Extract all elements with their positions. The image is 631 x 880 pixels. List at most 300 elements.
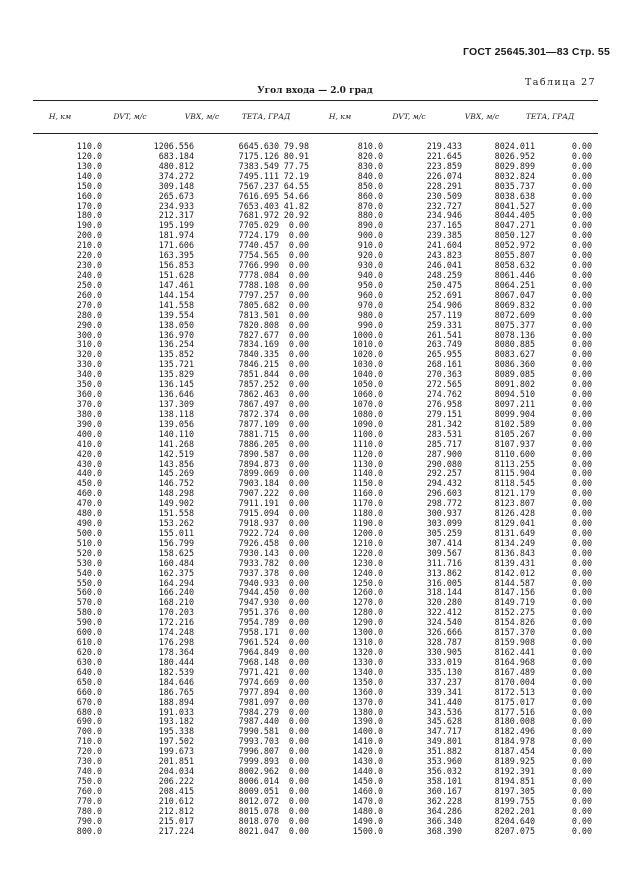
cell-vbx-right: 8080.885 [494,339,535,350]
cell-vbx-left: 7567.237 [238,180,279,191]
cell-teta-right: 0.00 [571,508,592,519]
cell-vbx-right: 8134.249 [494,537,535,548]
cell-vbx-right: 8061.446 [494,269,535,280]
cell-h-right: 1330.0 [352,656,383,667]
cell-teta-right: 0.00 [571,200,592,211]
cell-vbx-right: 8041.527 [494,200,535,211]
cell-dvt-left: 174.248 [158,627,194,638]
cell-teta-right: 0.00 [571,349,592,360]
cell-h-left: 350.0 [76,379,102,390]
cell-dvt-right: 339.341 [426,686,462,697]
header-bottom-rule [33,133,598,134]
cell-teta-right: 0.00 [571,141,592,151]
col-header-h-left: H, км [48,112,72,121]
cell-h-left: 590.0 [76,617,102,628]
cell-h-left: 700.0 [76,726,102,737]
cell-h-left: 320.0 [76,349,102,360]
cell-dvt-left: 171.606 [158,240,194,251]
cell-dvt-right: 246.041 [426,260,462,271]
cell-h-right: 1400.0 [352,726,383,737]
cell-dvt-right: 257.119 [426,309,462,320]
cell-vbx-left: 7911.191 [238,498,279,509]
cell-dvt-right: 226.074 [426,170,462,181]
cell-teta-left: 0.00 [288,279,309,290]
cell-h-right: 1430.0 [352,756,383,767]
cell-vbx-right: 8136.843 [494,547,535,558]
cell-teta-left: 0.00 [288,766,309,777]
cell-h-right: 1180.0 [352,508,383,519]
cell-vbx-left: 7951.376 [238,607,279,618]
cell-dvt-right: 270.363 [426,369,462,380]
col-header-teta-right: ТЕТА, ГРАД [525,112,575,121]
cell-dvt-left: 176.298 [158,637,194,648]
cell-dvt-left: 135.721 [158,359,194,370]
cell-h-right: 1470.0 [352,795,383,806]
cell-h-right: 1050.0 [352,379,383,390]
cell-vbx-right: 8052.972 [494,240,535,251]
cell-h-left: 360.0 [76,389,102,400]
cell-teta-left: 0.00 [288,398,309,409]
cell-vbx-left: 7990.581 [238,726,279,737]
cell-dvt-left: 142.519 [158,448,194,459]
cell-teta-right: 0.00 [571,656,592,667]
cell-dvt-right: 230.509 [426,190,462,201]
cell-dvt-right: 353.960 [426,756,462,767]
cell-dvt-right: 328.787 [426,637,462,648]
cell-dvt-right: 252.691 [426,289,462,300]
cell-vbx-right: 8038.638 [494,190,535,201]
cell-teta-left: 0.00 [288,369,309,380]
cell-dvt-right: 279.151 [426,408,462,419]
cell-h-right: 1080.0 [352,408,383,419]
cell-vbx-left: 7616.695 [238,190,279,201]
cell-dvt-left: 178.364 [158,647,194,658]
cell-vbx-left: 7899.069 [238,468,279,479]
cell-vbx-left: 7890.587 [238,448,279,459]
cell-vbx-left: 7862.463 [238,389,279,400]
cell-h-right: 1000.0 [352,329,383,340]
cell-dvt-left: 309.148 [158,180,194,191]
cell-vbx-left: 7805.682 [238,299,279,310]
cell-vbx-right: 8126.428 [494,508,535,519]
cell-vbx-left: 7947.930 [238,597,279,608]
cell-vbx-right: 8029.899 [494,160,535,171]
cell-teta-left: 0.00 [288,656,309,667]
cell-dvt-right: 263.749 [426,339,462,350]
cell-teta-left: 79.98 [283,141,309,151]
cell-teta-right: 0.00 [571,716,592,727]
cell-vbx-left: 7797.257 [238,289,279,300]
cell-vbx-right: 8069.832 [494,299,535,310]
cell-h-right: 1200.0 [352,527,383,538]
cell-vbx-left: 8018.070 [238,815,279,826]
cell-teta-right: 0.00 [571,547,592,558]
cell-dvt-left: 191.033 [158,706,194,717]
cell-h-right: 1480.0 [352,805,383,816]
cell-teta-left: 0.00 [288,518,309,529]
cell-h-left: 720.0 [76,746,102,757]
cell-teta-left: 54.66 [283,190,309,201]
cell-dvt-right: 333.019 [426,656,462,667]
cell-teta-left: 0.00 [288,736,309,747]
cell-dvt-left: 135.829 [158,369,194,380]
cell-dvt-right: 330.905 [426,647,462,658]
cell-vbx-right: 8102.589 [494,418,535,429]
cell-teta-left: 0.00 [288,240,309,251]
cell-h-right: 1290.0 [352,617,383,628]
cell-vbx-left: 7964.849 [238,647,279,658]
cell-h-right: 880.0 [357,210,383,221]
cell-h-right: 1110.0 [352,438,383,449]
running-head: ГОСТ 25645.301—83 Стр. 55 [462,46,610,58]
cell-teta-right: 0.00 [571,428,592,439]
cell-vbx-left: 7926.458 [238,537,279,548]
cell-teta-right: 0.00 [571,240,592,251]
cell-vbx-left: 7740.457 [238,240,279,251]
cell-dvt-left: 170.203 [158,607,194,618]
cell-dvt-left: 141.268 [158,438,194,449]
cell-teta-left: 0.00 [288,527,309,538]
cell-h-left: 260.0 [76,289,102,300]
cell-teta-right: 0.00 [571,379,592,390]
cell-teta-right: 0.00 [571,339,592,350]
cell-dvt-left: 1206.556 [153,141,194,151]
cell-dvt-right: 259.331 [426,319,462,330]
cell-teta-left: 0.00 [288,468,309,479]
cell-h-left: 190.0 [76,220,102,231]
cell-vbx-right: 8113.255 [494,458,535,469]
cell-dvt-left: 151.628 [158,269,194,280]
cell-teta-right: 0.00 [571,408,592,419]
cell-dvt-left: 201.851 [158,756,194,767]
cell-vbx-right: 8094.510 [494,389,535,400]
cell-teta-left: 0.00 [288,359,309,370]
cell-dvt-left: 234.933 [158,200,194,211]
cell-h-right: 890.0 [357,220,383,231]
cell-teta-left: 0.00 [288,220,309,231]
cell-vbx-left: 8021.047 [238,825,279,836]
cell-dvt-right: 223.859 [426,160,462,171]
cell-h-right: 840.0 [357,170,383,181]
cell-dvt-left: 162.375 [158,567,194,578]
cell-dvt-right: 294.432 [426,478,462,489]
cell-dvt-right: 250.475 [426,279,462,290]
cell-vbx-right: 8075.377 [494,319,535,330]
col-header-vbx-right: VBX, м/с [464,112,500,121]
cell-dvt-left: 146.752 [158,478,194,489]
cell-dvt-left: 166.240 [158,587,194,598]
cell-h-left: 110.0 [76,141,102,151]
cell-teta-left: 64.55 [283,180,309,191]
cell-h-right: 900.0 [357,230,383,241]
cell-h-left: 300.0 [76,329,102,340]
table-body [33,142,598,837]
cell-teta-right: 0.00 [571,527,592,538]
cell-vbx-left: 7971.421 [238,666,279,677]
cell-vbx-left: 7705.029 [238,220,279,231]
cell-vbx-right: 8192.391 [494,766,535,777]
cell-vbx-right: 8107.937 [494,438,535,449]
cell-dvt-right: 364.286 [426,805,462,816]
cell-vbx-right: 8154.826 [494,617,535,628]
cell-vbx-left: 7886.205 [238,438,279,449]
cell-h-right: 970.0 [357,299,383,310]
cell-teta-right: 0.00 [571,309,592,320]
cell-dvt-right: 241.604 [426,240,462,251]
cell-vbx-right: 8026.952 [494,150,535,161]
cell-dvt-right: 254.906 [426,299,462,310]
cell-dvt-left: 160.484 [158,557,194,568]
cell-dvt-left: 163.395 [158,250,194,261]
cell-teta-left: 0.00 [288,666,309,677]
cell-vbx-left: 7877.109 [238,418,279,429]
cell-h-right: 1420.0 [352,746,383,757]
cell-h-left: 370.0 [76,398,102,409]
cell-vbx-left: 7958.171 [238,627,279,638]
cell-vbx-right: 8164.968 [494,656,535,667]
cell-vbx-right: 8177.516 [494,706,535,717]
cell-vbx-right: 8047.271 [494,220,535,231]
cell-vbx-right: 8202.201 [494,805,535,816]
cell-vbx-left: 8015.078 [238,805,279,816]
cell-vbx-left: 8012.072 [238,795,279,806]
cell-teta-left: 0.00 [288,815,309,826]
cell-dvt-left: 147.461 [158,279,194,290]
cell-vbx-right: 8044.405 [494,210,535,221]
cell-h-right: 1060.0 [352,389,383,400]
cell-vbx-left: 7981.097 [238,696,279,707]
col-header-teta-left: ТЕТА, ГРАД [241,112,291,121]
cell-teta-right: 0.00 [571,160,592,171]
cell-vbx-right: 8144.587 [494,577,535,588]
cell-vbx-right: 8159.908 [494,637,535,648]
cell-dvt-left: 136.254 [158,339,194,350]
cell-vbx-left: 7872.374 [238,408,279,419]
cell-h-left: 520.0 [76,547,102,558]
cell-h-right: 1500.0 [352,825,383,836]
cell-h-left: 500.0 [76,527,102,538]
cell-h-right: 1310.0 [352,637,383,648]
cell-teta-left: 0.00 [288,597,309,608]
cell-teta-left: 0.00 [288,438,309,449]
cell-h-left: 180.0 [76,210,102,221]
cell-h-left: 530.0 [76,557,102,568]
cell-vbx-right: 8089.085 [494,369,535,380]
cell-dvt-right: 335.130 [426,666,462,677]
cell-dvt-right: 243.823 [426,250,462,261]
cell-h-right: 1410.0 [352,736,383,747]
cell-teta-left: 77.75 [283,160,309,171]
cell-dvt-left: 215.017 [158,815,194,826]
cell-vbx-left: 7933.782 [238,557,279,568]
cell-teta-left: 0.00 [288,726,309,737]
cell-teta-left: 0.00 [288,607,309,618]
cell-dvt-right: 290.080 [426,458,462,469]
cell-dvt-left: 158.625 [158,547,194,558]
cell-vbx-left: 7827.677 [238,329,279,340]
cell-vbx-right: 8118.545 [494,478,535,489]
cell-vbx-left: 7968.148 [238,656,279,667]
cell-vbx-right: 8055.807 [494,250,535,261]
cell-teta-right: 0.00 [571,587,592,598]
cell-teta-right: 0.00 [571,537,592,548]
cell-vbx-right: 8121.179 [494,488,535,499]
cell-dvt-left: 180.444 [158,656,194,667]
cell-teta-left: 0.00 [288,418,309,429]
cell-teta-right: 0.00 [571,776,592,786]
cell-vbx-left: 7653.403 [238,200,279,211]
cell-h-left: 690.0 [76,716,102,727]
cell-dvt-right: 358.101 [426,776,462,786]
cell-dvt-left: 155.011 [158,527,194,538]
cell-dvt-right: 287.900 [426,448,462,459]
cell-vbx-left: 7930.143 [238,547,279,558]
cell-teta-right: 0.00 [571,369,592,380]
cell-vbx-left: 7881.715 [238,428,279,439]
cell-h-right: 1300.0 [352,627,383,638]
cell-teta-right: 0.00 [571,319,592,330]
cell-vbx-left: 7996.807 [238,746,279,757]
cell-teta-left: 0.00 [288,776,309,786]
table-label: Таблица 27 [525,77,596,88]
cell-h-right: 1140.0 [352,468,383,479]
cell-dvt-right: 232.727 [426,200,462,211]
cell-h-left: 250.0 [76,279,102,290]
col-header-h-right: H, км [328,112,352,121]
cell-h-left: 480.0 [76,508,102,519]
cell-vbx-right: 8099.904 [494,408,535,419]
cell-teta-right: 0.00 [571,805,592,816]
cell-dvt-left: 141.558 [158,299,194,310]
cell-h-right: 990.0 [357,319,383,330]
cell-teta-right: 0.00 [571,617,592,628]
cell-vbx-left: 7974.669 [238,676,279,687]
cell-teta-left: 0.00 [288,676,309,687]
cell-dvt-right: 368.390 [426,825,462,836]
cell-vbx-left: 7175.126 [238,150,279,161]
cell-dvt-right: 349.801 [426,736,462,747]
cell-h-right: 1350.0 [352,676,383,687]
cell-h-left: 170.0 [76,200,102,211]
cell-dvt-right: 292.257 [426,468,462,479]
cell-h-left: 160.0 [76,190,102,201]
cell-dvt-left: 138.118 [158,408,194,419]
cell-dvt-left: 136.145 [158,379,194,390]
cell-vbx-left: 7894.873 [238,458,279,469]
cell-teta-left: 0.00 [288,508,309,519]
cell-teta-left: 0.00 [288,250,309,261]
cell-h-right: 930.0 [357,260,383,271]
cell-dvt-left: 184.646 [158,676,194,687]
cell-dvt-left: 168.210 [158,597,194,608]
cell-h-right: 1030.0 [352,359,383,370]
cell-teta-left: 0.00 [288,349,309,360]
cell-h-left: 770.0 [76,795,102,806]
cell-vbx-right: 8184.978 [494,736,535,747]
cell-h-right: 910.0 [357,240,383,251]
cell-dvt-left: 210.612 [158,795,194,806]
cell-vbx-left: 7940.933 [238,577,279,588]
cell-h-left: 290.0 [76,319,102,330]
cell-vbx-left: 7681.972 [238,210,279,221]
cell-h-right: 920.0 [357,250,383,261]
cell-teta-right: 0.00 [571,250,592,261]
cell-teta-left: 0.00 [288,627,309,638]
cell-dvt-left: 265.673 [158,190,194,201]
cell-h-left: 270.0 [76,299,102,310]
cell-h-right: 850.0 [357,180,383,191]
cell-teta-right: 0.00 [571,637,592,648]
cell-teta-left: 0.00 [288,805,309,816]
cell-vbx-left: 7834.169 [238,339,279,350]
cell-teta-right: 0.00 [571,607,592,618]
cell-dvt-left: 195.338 [158,726,194,737]
cell-h-right: 1190.0 [352,518,383,529]
cell-dvt-right: 237.165 [426,220,462,231]
cell-dvt-left: 208.415 [158,785,194,796]
cell-h-left: 580.0 [76,607,102,618]
cell-vbx-left: 7977.894 [238,686,279,697]
cell-h-left: 750.0 [76,776,102,786]
cell-dvt-right: 307.414 [426,537,462,548]
cell-dvt-left: 193.182 [158,716,194,727]
cell-teta-left: 20.92 [283,210,309,221]
cell-vbx-right: 8194.851 [494,776,535,786]
cell-vbx-left: 7903.184 [238,478,279,489]
cell-teta-right: 0.00 [571,736,592,747]
cell-teta-left: 0.00 [288,408,309,419]
cell-teta-left: 0.00 [288,706,309,717]
cell-vbx-right: 8035.737 [494,180,535,191]
cell-dvt-right: 337.237 [426,676,462,687]
cell-dvt-left: 138.050 [158,319,194,330]
cell-dvt-right: 360.167 [426,785,462,796]
cell-teta-right: 0.00 [571,627,592,638]
cell-teta-right: 0.00 [571,150,592,161]
cell-vbx-right: 8091.802 [494,379,535,390]
cell-h-left: 120.0 [76,150,102,161]
cell-teta-left: 0.00 [288,299,309,310]
cell-dvt-right: 305.259 [426,527,462,538]
cell-vbx-right: 8123.807 [494,498,535,509]
cell-vbx-right: 8170.004 [494,676,535,687]
cell-teta-left: 0.00 [288,389,309,400]
cell-teta-left: 0.00 [288,686,309,697]
cell-dvt-right: 274.762 [426,389,462,400]
cell-h-left: 800.0 [76,825,102,836]
cell-vbx-left: 7495.111 [238,170,279,181]
cell-vbx-left: 7766.990 [238,260,279,271]
cell-vbx-right: 8147.156 [494,587,535,598]
cell-dvt-left: 197.502 [158,736,194,747]
cell-h-left: 680.0 [76,706,102,717]
cell-h-right: 980.0 [357,309,383,320]
cell-dvt-left: 153.262 [158,518,194,529]
cell-h-left: 730.0 [76,756,102,767]
cell-h-left: 140.0 [76,170,102,181]
cell-vbx-left: 7724.179 [238,230,279,241]
cell-dvt-right: 285.717 [426,438,462,449]
cell-teta-right: 0.00 [571,567,592,578]
cell-h-right: 1160.0 [352,488,383,499]
cell-dvt-right: 296.603 [426,488,462,499]
cell-vbx-right: 8197.305 [494,785,535,796]
cell-teta-left: 0.00 [288,795,309,806]
cell-h-left: 420.0 [76,448,102,459]
cell-vbx-right: 8064.251 [494,279,535,290]
cell-h-left: 390.0 [76,418,102,429]
cell-teta-left: 0.00 [288,746,309,757]
